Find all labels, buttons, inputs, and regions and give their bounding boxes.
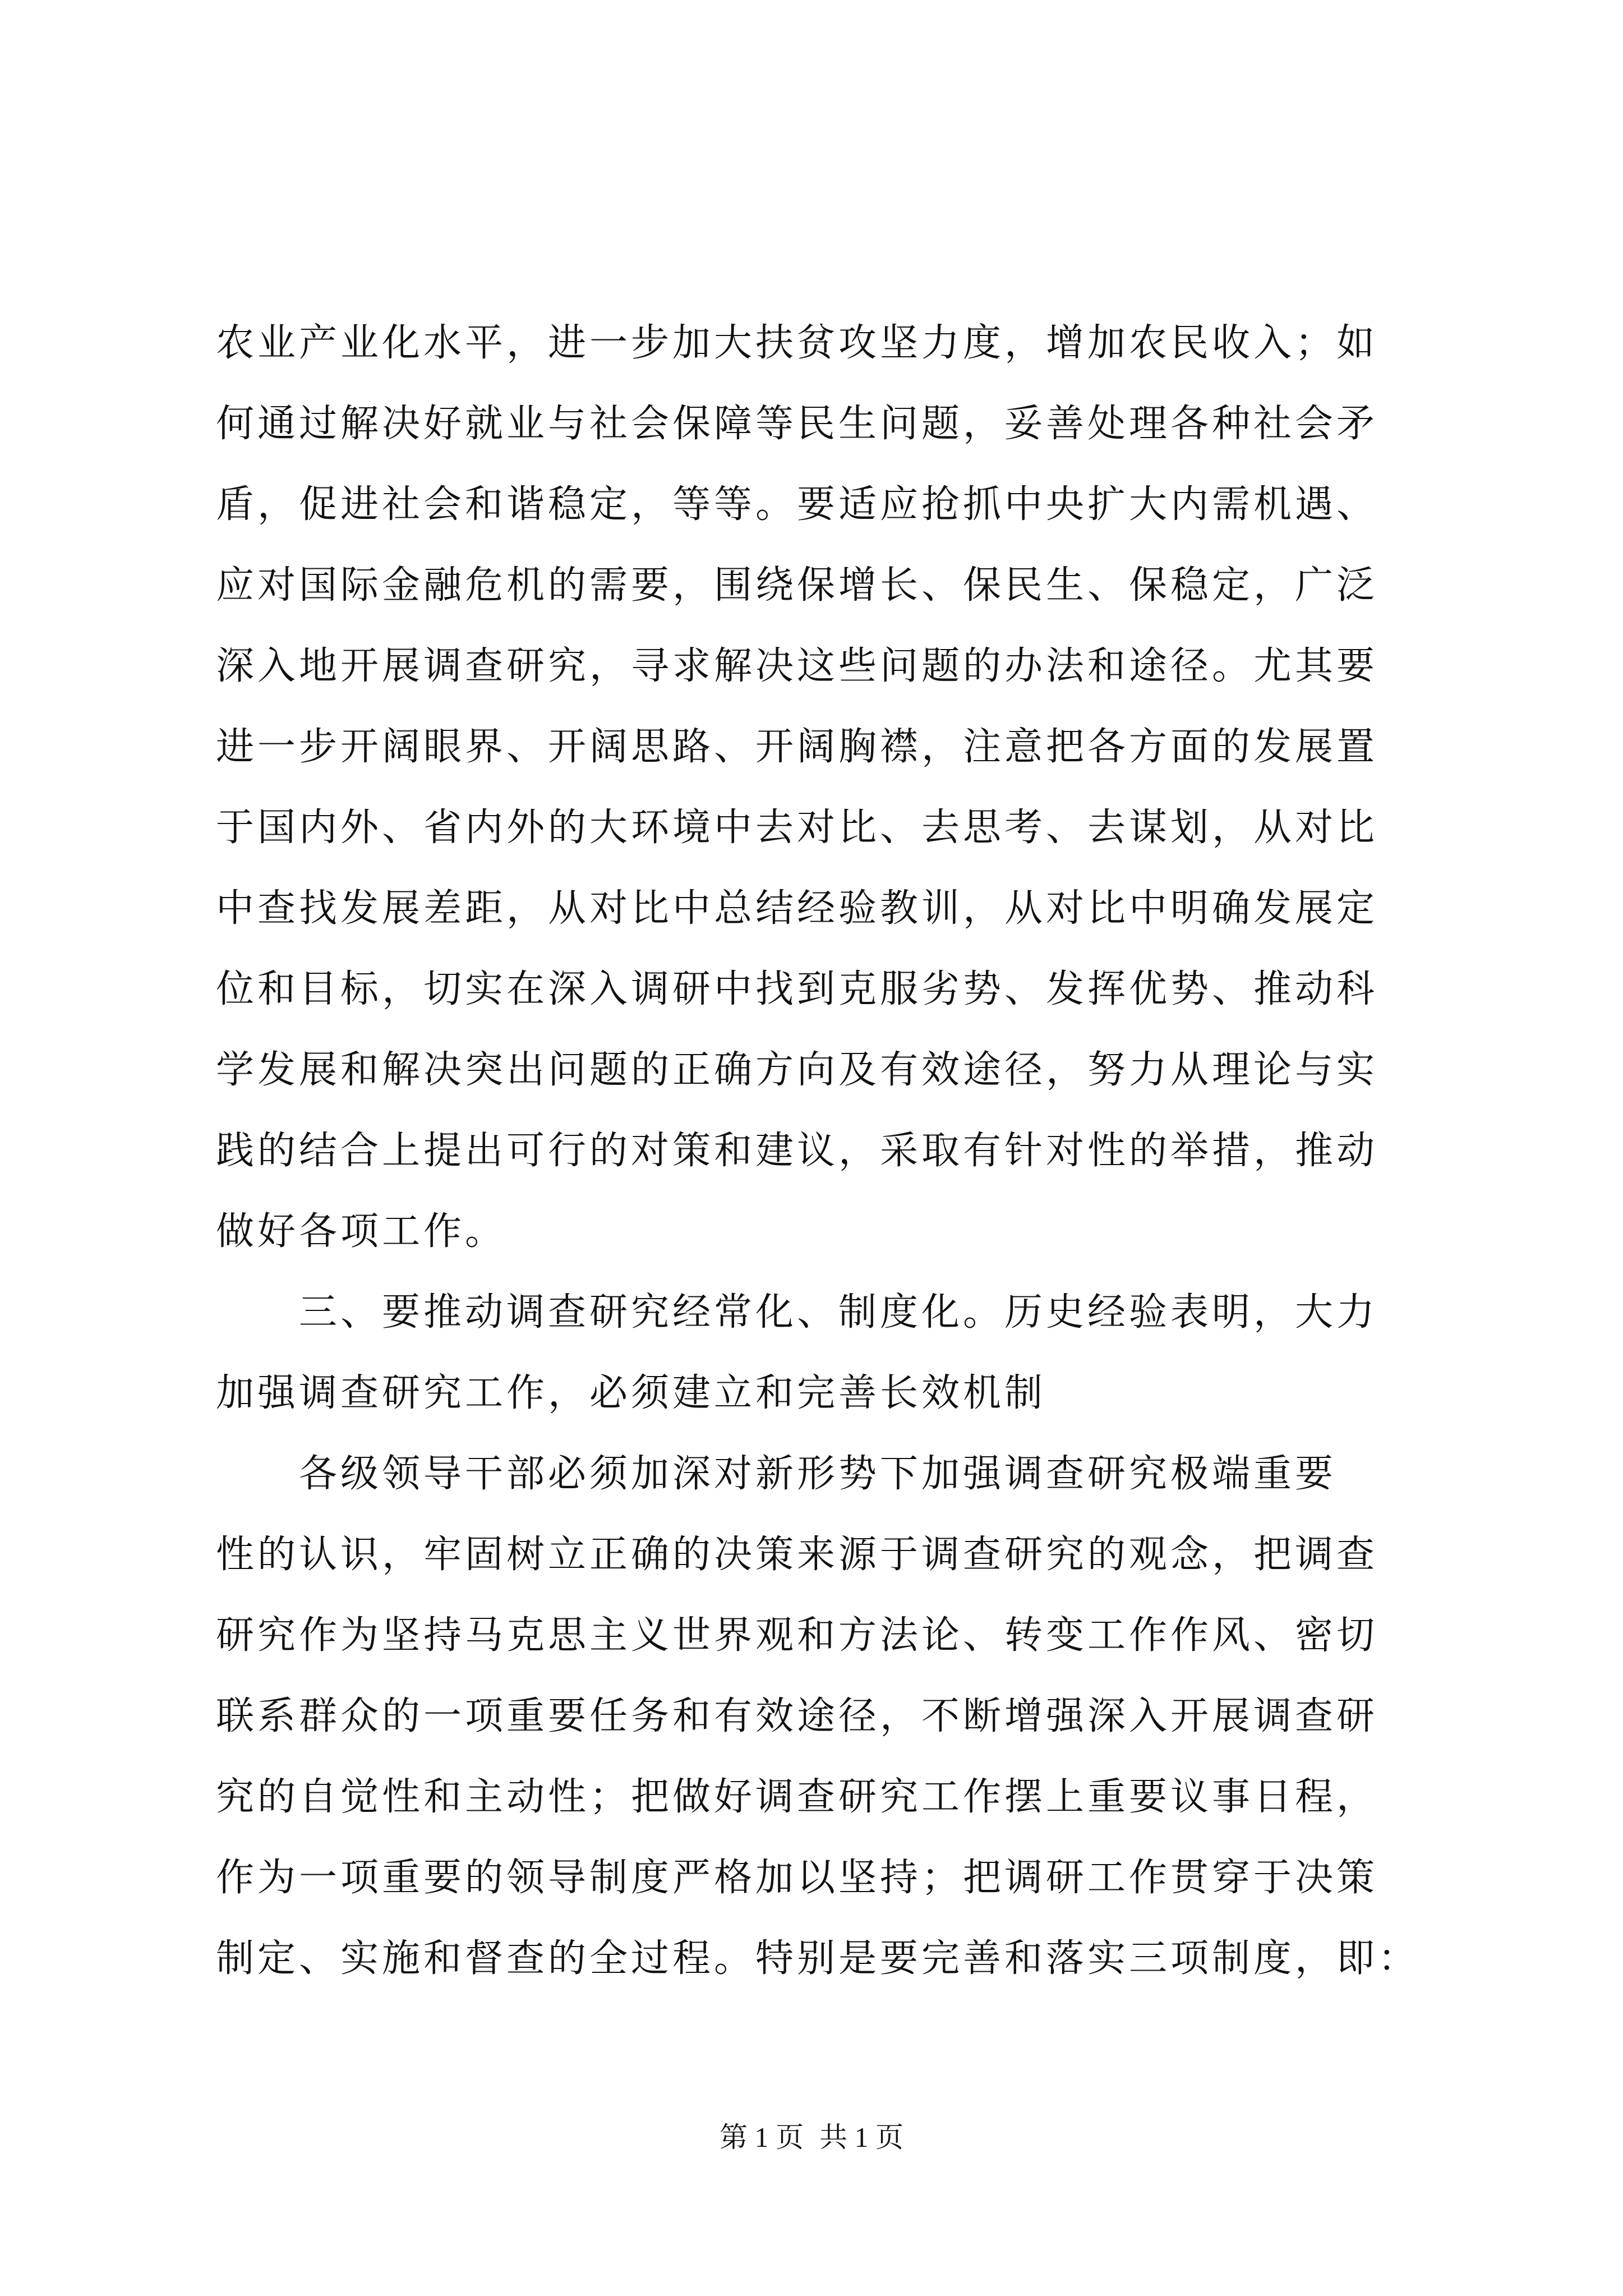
page-number: 第 1 页: [720, 2122, 804, 2153]
text-line: 作为一项重要的领导制度严格加以坚持；把调研工作贯穿于决策: [216, 1856, 1378, 1900]
text-line: 学发展和解决突出问题的正确方向及有效途径，努力从理论与实: [216, 1048, 1378, 1092]
section-heading-line: 三、要推动调查研究经常化、制度化。历史经验表明，大力: [299, 1290, 1378, 1335]
text-line: 制定、实施和督查的全过程。特别是要完善和落实三项制度，即：: [216, 1936, 1420, 1981]
text-line: 联系群众的一项重要任务和有效途径，不断增强深入开展调查研: [216, 1694, 1378, 1738]
text-line: 性的认识，牢固树立正确的决策来源于调查研究的观念，把调查: [216, 1533, 1378, 1577]
text-line: 何通过解决好就业与社会保障等民生问题，妥善处理各种社会矛: [216, 402, 1378, 446]
text-line: 各级领导干部必须加深对新形势下加强调查研究极端重要: [299, 1452, 1337, 1496]
text-line: 进一步开阔眼界、开阔思路、开阔胸襟，注意把各方面的发展置: [216, 725, 1378, 769]
text-line: 做好各项工作。: [216, 1209, 507, 1254]
text-line: 研究作为坚持马克思主义世界观和方法论、转变工作作风、密切: [216, 1613, 1378, 1658]
text-line: 位和目标，切实在深入调研中找到克服劣势、发挥优势、推动科: [216, 967, 1378, 1011]
document-body: [216, 303, 1422, 1999]
section-heading-line: 加强调查研究工作，必须建立和完善长效机制: [216, 1371, 1046, 1415]
text-line: 中查找发展差距，从对比中总结经验教训，从对比中明确发展定: [216, 886, 1378, 931]
text-line: 应对国际金融危机的需要，围绕保增长、保民生、保稳定，广泛: [216, 563, 1378, 608]
text-line: 究的自觉性和主动性；把做好调查研究工作摆上重要议事日程，: [216, 1775, 1378, 1819]
page-footer: [0, 2115, 1623, 2155]
page-total: 共 1 页: [819, 2122, 903, 2153]
text-line: 践的结合上提出可行的对策和建议，采取有针对性的举措，推动: [216, 1129, 1378, 1173]
text-line: 盾，促进社会和谐稳定，等等。要适应抢抓中央扩大内需机遇、: [216, 482, 1378, 527]
text-line: 深入地开展调查研究，寻求解决这些问题的办法和途径。尤其要: [216, 644, 1378, 688]
text-line: 于国内外、省内外的大环境中去对比、去思考、去谋划，从对比: [216, 806, 1378, 850]
text-line: 农业产业化水平，进一步加大扶贫攻坚力度，增加农民收入；如: [216, 321, 1378, 365]
